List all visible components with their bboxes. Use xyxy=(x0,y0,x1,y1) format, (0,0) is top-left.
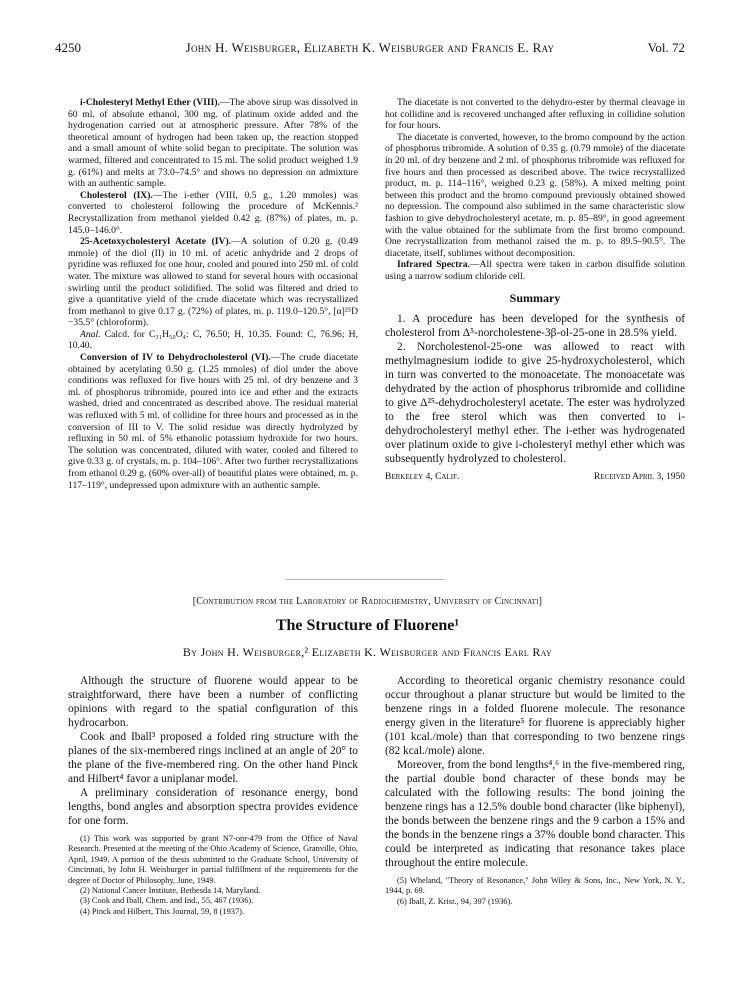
paragraph xyxy=(68,190,358,236)
summary-item: 1. A procedure has been developed for the synthesis of cholesterol from Δ⁵-norcholestene-3β-ol-25-one in 28.5% yield. xyxy=(385,313,685,340)
paragraph-lead: i-Cholesteryl Methyl Ether (VIII). xyxy=(80,97,220,108)
left-column-experimental xyxy=(68,97,358,491)
article-title: The Structure of Fluorene¹ xyxy=(275,617,460,634)
paragraph xyxy=(68,97,358,190)
paragraph-text: —All spectra were taken in carbon disulfide solution using a narrow sodium chloride cell. xyxy=(385,259,685,282)
page-number: 4250 xyxy=(55,40,81,55)
paragraph-text: —The crude diacetate obtained by acetylating 0.50 g. (1.25 mmoles) of diol under the above conditions was refluxed for five hours with 25 ml. of dry benzene and 3 ml. of phosphorus tribromide, poured into ice and ether and the extracts washed, dried and concentrated as described above. The residual material was refluxed with 5 ml. of collidine for three hours and processed as in the conversion of III to V. The solid residue was directly hydrolyzed by refluxing in 50 ml. of 5% ethanolic potassium hydroxide for two hours. The solution was concentrated, diluted with water, cooled and filtered to give 0.33 g. of crystals, m. p. 104–106°. After two further recrystallizations from ethanol 0.29 g. (60% over-all) of beautiful plates were obtained, m. p. 117–119°, undepressed upon admixture with an authentic sample. xyxy=(68,352,359,491)
paragraph-text: —A solution of 0.20 g. (0.49 mmole) of the diol (II) in 10 ml. of acetic anhydride and 2 drops of pyridine was refluxed for one hour, cooled and poured into 250 ml. of cold water. The mixture was allowed to stand for several hours with occasional swirling until the product solidified. The solid was filtered and dried to give a quantitative yield of the crude diacetate which was recrystallized from methanol to give 0.17 g. (72%) of plates, m. p. 119.0–120.5°, [α]²⁵D −35.5° (chloroform). xyxy=(68,236,358,329)
footnotes-left xyxy=(68,834,358,917)
footnote: (3) Cook and Iball, Chem. and Ind., 55, 467 (1936). xyxy=(80,896,254,906)
running-authors: John H. Weisburger, Elizabeth K. Weisburger and Francis E. Ray xyxy=(185,40,555,55)
signature-line xyxy=(385,472,685,484)
paragraph xyxy=(68,236,358,329)
article-left-column xyxy=(68,674,358,917)
paragraph-text: The diacetate is not converted to the dehydro-ester by thermal cleavage in hot collidine and is recovered unchanged after refluxing in collidine solution for four hours. xyxy=(385,97,685,132)
summary-heading: Summary xyxy=(509,290,561,305)
paragraph-text: The diacetate is converted, however, to the bromo compound by the action of phosphorus tribromide. A solution of 0.35 g. (0.79 mmole) of the diacetate in 20 ml. of dry benzene and 2 ml. of phosphorus tribromide was refluxed for five hours and then processed as described above. The twice recrystallized product, m. p. 114–116°, weighed 0.23 g. (58%). A mixed melting point between this product and the bromo compound previously obtained showed no depression. The compound also sublimed in the same characteristic slow fashion to give dehydrocholesteryl acetate, m. p. 85–89°, in good agreement with the value obtained for the sublimate from the first bromo compound. One recrystallization from methanol raised the m. p. to 89.5–90.5°. The diacetate, itself, sublimes without decomposition. xyxy=(385,131,685,259)
footnotes-right xyxy=(385,876,685,907)
paragraph xyxy=(68,352,358,491)
footnote: (1) This work was supported by grant N7-onr-479 from the Office of Naval Research. Presented at the meeting of the Ohio Academy of Science, Granville, Ohio, April, 1949. A portion of the thesis submitted to the Graduate School, University of Cincinnati, by John H. Weisburger in partial fulfillment of the requirements for the degree of Doctor of Philosophy, June, 1949. xyxy=(68,834,358,885)
footnote: (2) National Cancer Institute, Bethesda 14, Maryland. xyxy=(80,886,261,896)
paragraph-text: Calcd. for C₃₁H₅₀O₄: C, 76.50; H, 10.35. Found: C, 76.96; H, 10.40. xyxy=(68,328,358,352)
article-paragraph: According to theoretical organic chemistry resonance could occur throughout a planar structure but would be limited to the benzene rings in a folded fluorene molecule. The resonance energy given in the literature⁵ for fluorene is appreciably higher (101 kcal./mole) than that corresponding to two benzene rings (82 kcal./mole) alone. xyxy=(385,675,685,757)
paragraph-lead: Conversion of IV to Dehydrocholesterol (VI). xyxy=(80,352,271,364)
paragraph xyxy=(68,329,358,352)
right-column-experimental xyxy=(385,97,685,484)
section-divider xyxy=(285,579,445,580)
article-paragraph: A preliminary consideration of resonance energy, bond lengths, bond angles and absorption spectra provides evidence for one form. xyxy=(68,787,358,827)
paragraph-lead: 25-Acetoxycholesteryl Acetate (IV). xyxy=(80,236,232,248)
footnote: (4) Pinck and Hilbert, This Journal, 59, 8 (1937). xyxy=(80,906,245,916)
paragraph xyxy=(385,132,685,260)
contribution-line: [Contribution from the Laboratory of Radiochemistry, University of Cincinnati] xyxy=(192,596,543,607)
paragraph-lead: Anal. xyxy=(80,328,101,340)
paragraph xyxy=(385,259,685,282)
paragraph xyxy=(385,97,685,132)
summary-section xyxy=(385,290,685,484)
paragraph-text: —The above sirup was dissolved in 60 ml. of absolute ethanol, 300 mg. of platinum oxide added and the hydrogenation carried out at atmospheric pressure. After 78% of the theoretical amount of hydrogen had been taken up, the reaction stopped and a small amount of white solid began to precipitate. The solution was warmed, filtered and concentrated to 15 ml. The solid product weighed 1.9 g. (61%) and melts at 73.0–74.5° and shows no depression on admixture with an authentic sample. xyxy=(68,97,358,190)
article-byline: By John H. Weisburger,² Elizabeth K. Weisburger and Francis Earl Ray xyxy=(182,645,553,659)
paragraph-lead: Infrared Spectra. xyxy=(397,259,470,271)
volume-label: Vol. 72 xyxy=(647,40,685,55)
footnote: (5) Wheland, "Theory of Resonance," John Wiley & Sons, Inc., New York, N. Y., 1944, p. 69. xyxy=(385,876,685,896)
footnote: (6) Iball, Z. Krist., 94, 397 (1936). xyxy=(397,896,513,906)
paragraph-lead: Cholesterol (IX). xyxy=(80,189,153,201)
place-label: Berkeley 4, Calif. xyxy=(385,472,460,483)
article-paragraph: Cook and Iball³ proposed a folded ring structure with the planes of the six-membered rings inclined at an angle of 20° to the plane of the five-membered ring. On the other hand Pinck and Hilbert⁴ favor a uniplanar model. xyxy=(68,731,358,785)
article-paragraph: Although the structure of fluorene would appear to be straightforward, there have been a number of conflicting opinions with regard to the spatial configuration of this hydrocarbon. xyxy=(68,675,358,729)
running-header xyxy=(55,40,685,58)
paragraph-text: —The i-ether (VIII, 0.5 g., 1.20 mmoles) was converted to cholesterol following the procedure of McKennis.² Recrystallization from methanol yielded 0.42 g. (87%) of plates, m. p. 145.0–146.0°. xyxy=(68,189,358,236)
article-paragraph: Moreover, from the bond lengths⁴,⁶ in the five-membered ring, the partial double bond character of these bonds may be calculated with the following results: The bond joining the benzene rings has a 12.5% double bond character (like biphenyl), the bonds between the benzene rings and the 9 carbon a 15% and the bonds in the benzene rings a 37% double bond character. This could be interpreted as indicating that resonance takes place throughout the entire molecule. xyxy=(385,759,685,869)
received-date: Received April 3, 1950 xyxy=(593,472,685,483)
article-right-column xyxy=(385,674,685,907)
summary-item: 2. Norcholestenol-25-one was allowed to react with methylmagnesium iodide to give 25-hydroxycholesterol, which in turn was converted to the monoacetate. The monoacetate was dehydrated by the action of phosphorus tribromide and collidine to give Δ²⁵-dehydrocholesteryl acetate. The ester was hydrolyzed to the free sterol which was then converted to i-dehydrocholesteryl methyl ether. The i-ether was hydrogenated over platinum oxide to give i-cholesteryl methyl ether which was subsequently hydrolyzed to cholesterol. xyxy=(385,341,685,466)
